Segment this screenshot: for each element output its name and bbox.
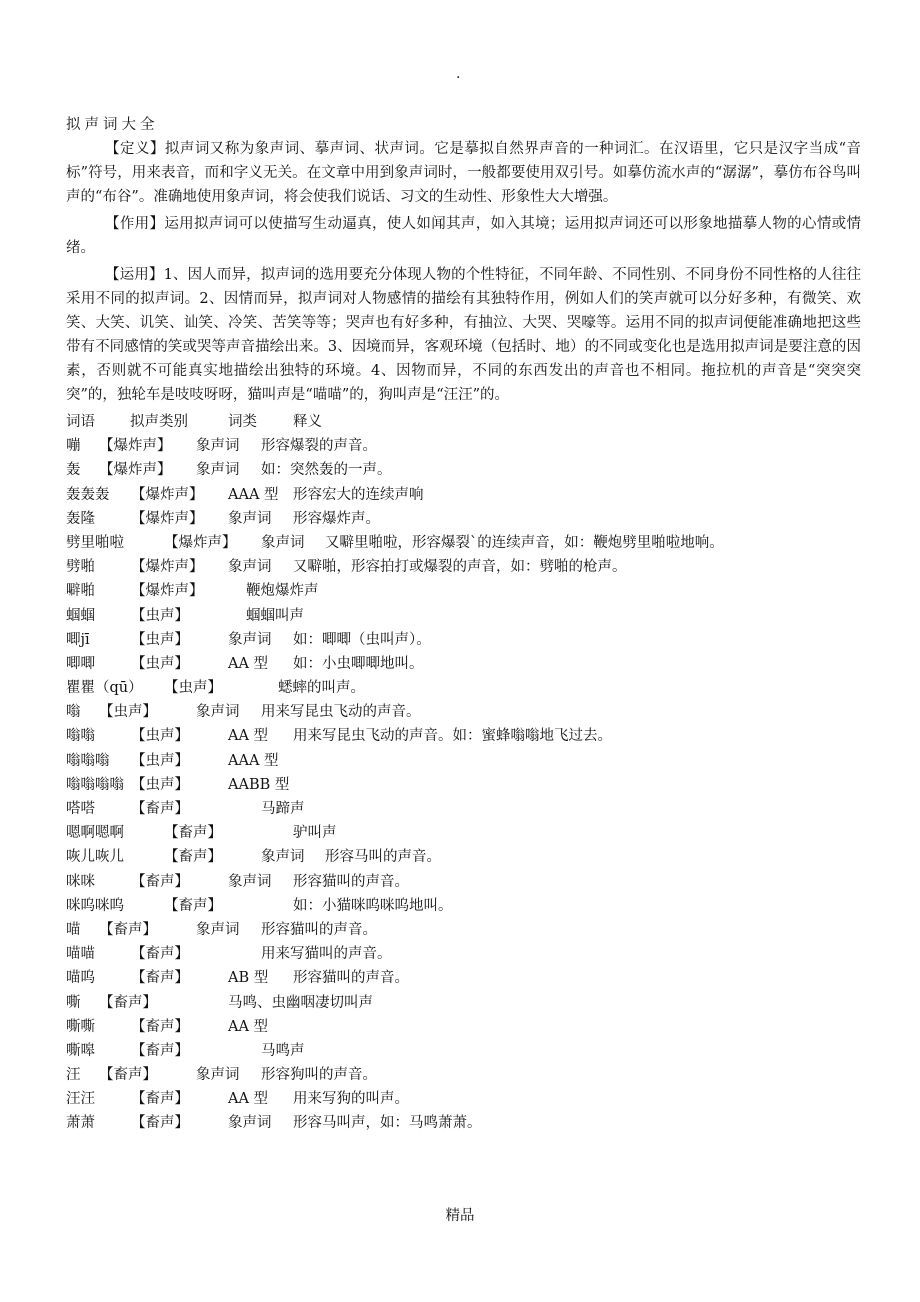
row-type: 象声词 xyxy=(228,873,272,890)
table-row xyxy=(66,1015,861,1039)
row-word: 咪咪 xyxy=(66,873,95,890)
row-meaning: 用来写昆虫飞动的声音。 xyxy=(261,704,421,721)
table-row xyxy=(66,1039,861,1063)
row-category: 【虫声】 xyxy=(99,704,157,721)
row-meaning: 如：小虫唧唧地叫。 xyxy=(293,655,424,672)
row-word: 嗡 xyxy=(66,704,81,721)
row-type: AABB 型 xyxy=(228,776,290,793)
row-word: 轰轰轰 xyxy=(66,486,110,503)
row-word: 嘶嗥 xyxy=(66,1042,95,1059)
row-word: 劈啪 xyxy=(66,559,95,576)
row-word: 汪 xyxy=(66,1067,81,1084)
row-category: 【爆炸声】 xyxy=(131,583,204,600)
row-type: AB 型 xyxy=(228,970,269,987)
row-word: 轰隆 xyxy=(66,510,95,527)
row-category: 【虫声】 xyxy=(131,728,189,745)
row-category: 【畜声】 xyxy=(99,921,157,938)
row-category: 【畜声】 xyxy=(164,825,222,842)
row-category: 【爆炸声】 xyxy=(164,534,237,551)
row-type: 象声词 xyxy=(261,534,305,551)
table-row xyxy=(66,676,861,700)
row-category: 【爆炸声】 xyxy=(131,510,204,527)
row-word: 嘶 xyxy=(66,994,81,1011)
row-type: AA 型 xyxy=(228,728,269,745)
row-type: 象声词 xyxy=(196,704,240,721)
table-row xyxy=(66,1087,861,1111)
row-meaning: 马鸣、虫幽咽凄切叫声 xyxy=(228,994,373,1011)
row-word: 喵 xyxy=(66,921,81,938)
row-word: 蝈蝈 xyxy=(66,607,95,624)
row-word: 瞿瞿（qū） xyxy=(66,680,143,697)
function-paragraph: 【作用】运用拟声词可以使描写生动逼真，使人如闻其声，如入其境；运用拟声词还可以形象地描摹人物的心情或情绪。 xyxy=(66,216,861,256)
row-meaning: 马蹄声 xyxy=(261,801,305,817)
table-row xyxy=(66,894,861,918)
row-type: AAA 型 xyxy=(228,752,279,769)
table-row xyxy=(66,724,861,748)
row-word: 嗡嗡嗡 xyxy=(66,752,110,769)
row-type: AAA 型 xyxy=(228,486,279,503)
row-word: 咪呜咪呜 xyxy=(66,897,124,914)
table-row xyxy=(66,918,861,942)
row-category: 【畜声】 xyxy=(131,1042,189,1059)
row-word: 萧萧 xyxy=(66,1115,95,1132)
row-category: 【虫声】 xyxy=(131,607,189,624)
row-meaning: 形容马叫的声音。 xyxy=(325,849,441,866)
row-type: 象声词 xyxy=(228,631,272,648)
row-word: 嗯啊嗯啊 xyxy=(66,825,124,842)
row-word: 嘶嘶 xyxy=(66,1018,95,1035)
table-row xyxy=(66,531,861,555)
row-type: 象声词 xyxy=(228,1115,272,1132)
table-row xyxy=(66,1063,861,1087)
table-row xyxy=(66,797,861,821)
table-row xyxy=(66,628,861,652)
row-type: 象声词 xyxy=(228,559,272,576)
row-type: 象声词 xyxy=(196,921,240,938)
table-row xyxy=(66,845,861,869)
row-category: 【畜声】 xyxy=(131,1115,189,1132)
row-category: 【畜声】 xyxy=(99,994,157,1011)
row-meaning: 又噼啪，形容拍打或爆裂的声音，如：劈啪的枪声。 xyxy=(293,559,627,576)
row-type: 象声词 xyxy=(228,510,272,527)
row-word: 汪汪 xyxy=(66,1091,95,1108)
row-word: 嗡嗡 xyxy=(66,728,95,745)
row-meaning: 如：小猫咪呜咪呜地叫。 xyxy=(293,897,453,914)
usage-paragraph: 【运用】1、因人而异，拟声词的选用要充分体现人物的个性特征，不同年龄、不同性别、不同身份不同性格的人往往采用不同的拟声词。2、因情而异，拟声词对人物感情的描绘有其独特作用，例如人们的笑声就可以分好多种，有微笑、欢笑、大笑、讥笑、讪笑、冷笑、苦笑等等；哭声也有好多种，有抽泣、大哭、哭嚎等。运用不同的拟声词便能准确地把这些带有不同感情的笑或哭等声音描绘出来。3、因境而异，客观环境（包括时、地）的不同或变化也是选用拟声词是要注意的因素，否则就不可能真实地描绘出独特的环境。4、因物而异，不同的东西发出的声音也不相同。拖拉机的声音是“突突突突”的，独轮车是吱吱呀呀，猫叫声是“喵喵”的，狗叫声是“汪汪”的。 xyxy=(66,267,861,403)
table-row xyxy=(66,821,861,845)
document-title: 拟声词大全 xyxy=(66,117,159,133)
row-type: AA 型 xyxy=(228,1018,269,1035)
row-category: 【虫声】 xyxy=(131,752,189,769)
table-row xyxy=(66,483,861,507)
table-row xyxy=(66,604,861,628)
table-row xyxy=(66,991,861,1015)
row-category: 【畜声】 xyxy=(99,1067,157,1084)
row-type: 象声词 xyxy=(196,438,240,455)
table-row xyxy=(66,434,861,458)
row-meaning: 形容马叫声，如：马鸣萧萧。 xyxy=(293,1115,482,1132)
table-row xyxy=(66,507,861,531)
header-type: 词类 xyxy=(228,414,257,430)
row-word: 轰 xyxy=(66,462,81,479)
row-category: 【畜声】 xyxy=(131,1091,189,1108)
row-word: 劈里啪啦 xyxy=(66,534,124,551)
table-row xyxy=(66,966,861,990)
row-category: 【爆炸声】 xyxy=(131,559,204,576)
table-row xyxy=(66,700,861,724)
table-row xyxy=(66,749,861,773)
row-meaning: 驴叫声 xyxy=(293,825,337,842)
row-meaning: 马鸣声 xyxy=(261,1042,305,1059)
header-category: 拟声类别 xyxy=(130,414,188,430)
row-category: 【畜声】 xyxy=(131,1018,189,1035)
table-row xyxy=(66,458,861,482)
row-word: 喵呜 xyxy=(66,970,95,987)
row-category: 【虫声】 xyxy=(131,776,189,793)
row-meaning: 形容猫叫的声音。 xyxy=(261,921,377,938)
table-row xyxy=(66,1111,861,1135)
row-meaning: 蟋蟀的叫声。 xyxy=(278,680,365,697)
table-row xyxy=(66,555,861,579)
document-body xyxy=(66,113,861,1136)
row-word: 唧唧 xyxy=(66,655,95,672)
row-meaning: 鞭炮爆炸声 xyxy=(246,583,319,600)
row-meaning: 如：唧唧（虫叫声）。 xyxy=(293,631,431,648)
row-meaning: 用来写猫叫的声音。 xyxy=(261,946,392,963)
row-category: 【虫声】 xyxy=(131,631,189,648)
row-type: 象声词 xyxy=(196,462,240,479)
row-category: 【畜声】 xyxy=(131,873,189,890)
page-footer: 精品 xyxy=(445,1208,475,1224)
row-type: 象声词 xyxy=(196,1067,240,1084)
table-row xyxy=(66,870,861,894)
row-meaning: 用来写狗的叫声。 xyxy=(293,1091,409,1108)
row-category: 【畜声】 xyxy=(131,970,189,987)
row-word: 噼啪 xyxy=(66,583,95,600)
header-word: 词语 xyxy=(66,414,95,430)
row-meaning: 如：突然轰的一声。 xyxy=(261,462,392,479)
row-category: 【爆炸声】 xyxy=(131,486,204,503)
row-meaning: 用来写昆虫飞动的声音。如：蜜蜂嗡嗡地飞过去。 xyxy=(293,728,612,745)
row-word: 唧jī xyxy=(66,631,90,648)
row-word: 喵喵 xyxy=(66,946,95,963)
row-word: 嗒嗒 xyxy=(66,801,95,817)
row-meaning: 形容猫叫的声音。 xyxy=(293,873,409,890)
header-meaning: 释义 xyxy=(293,414,322,430)
definition-paragraph: 【定义】拟声词又称为象声词、摹声词、状声词。它是摹拟自然界声音的一种词汇。在汉语里，它只是汉字当成“音标”符号，用来表音，而和字义无关。在文章中用到象声词时，一般都要使用双引号。如摹仿流水声的“潺潺”，摹仿布谷鸟叫声的“布谷”。准确地使用象声词，将会使我们说话、习文的生动性、形象性大大增强。 xyxy=(66,141,861,205)
row-meaning: 又噼里啪啦，形容爆裂`的连续声音，如：鞭炮劈里啪啦地响。 xyxy=(325,534,724,551)
row-category: 【畜声】 xyxy=(131,946,189,963)
row-category: 【爆炸声】 xyxy=(99,438,172,455)
row-meaning: 形容爆裂的声音。 xyxy=(261,438,377,455)
row-meaning: 形容爆炸声。 xyxy=(293,510,380,527)
row-type: AA 型 xyxy=(228,1091,269,1108)
row-type: 象声词 xyxy=(261,849,305,866)
table-row xyxy=(66,942,861,966)
table-header xyxy=(66,410,861,434)
row-word: 咴儿咴儿 xyxy=(66,849,124,866)
row-category: 【畜声】 xyxy=(131,801,189,817)
row-meaning: 形容猫叫的声音。 xyxy=(293,970,409,987)
row-category: 【虫声】 xyxy=(164,680,222,697)
row-category: 【虫声】 xyxy=(131,655,189,672)
table-row xyxy=(66,773,861,797)
row-meaning: 形容狗叫的声音。 xyxy=(261,1067,377,1084)
table-row xyxy=(66,579,861,603)
row-category: 【爆炸声】 xyxy=(99,462,172,479)
word-table xyxy=(66,410,861,1136)
page-top-mark: . xyxy=(456,66,461,82)
row-meaning: 蝈蝈叫声 xyxy=(246,607,304,624)
table-row xyxy=(66,652,861,676)
row-type: AA 型 xyxy=(228,655,269,672)
row-word: 嘣 xyxy=(66,438,81,455)
row-category: 【畜声】 xyxy=(164,849,222,866)
row-meaning: 形容宏大的连续声响 xyxy=(293,486,424,503)
row-word: 嗡嗡嗡嗡 xyxy=(66,776,124,793)
row-category: 【畜声】 xyxy=(164,897,222,914)
